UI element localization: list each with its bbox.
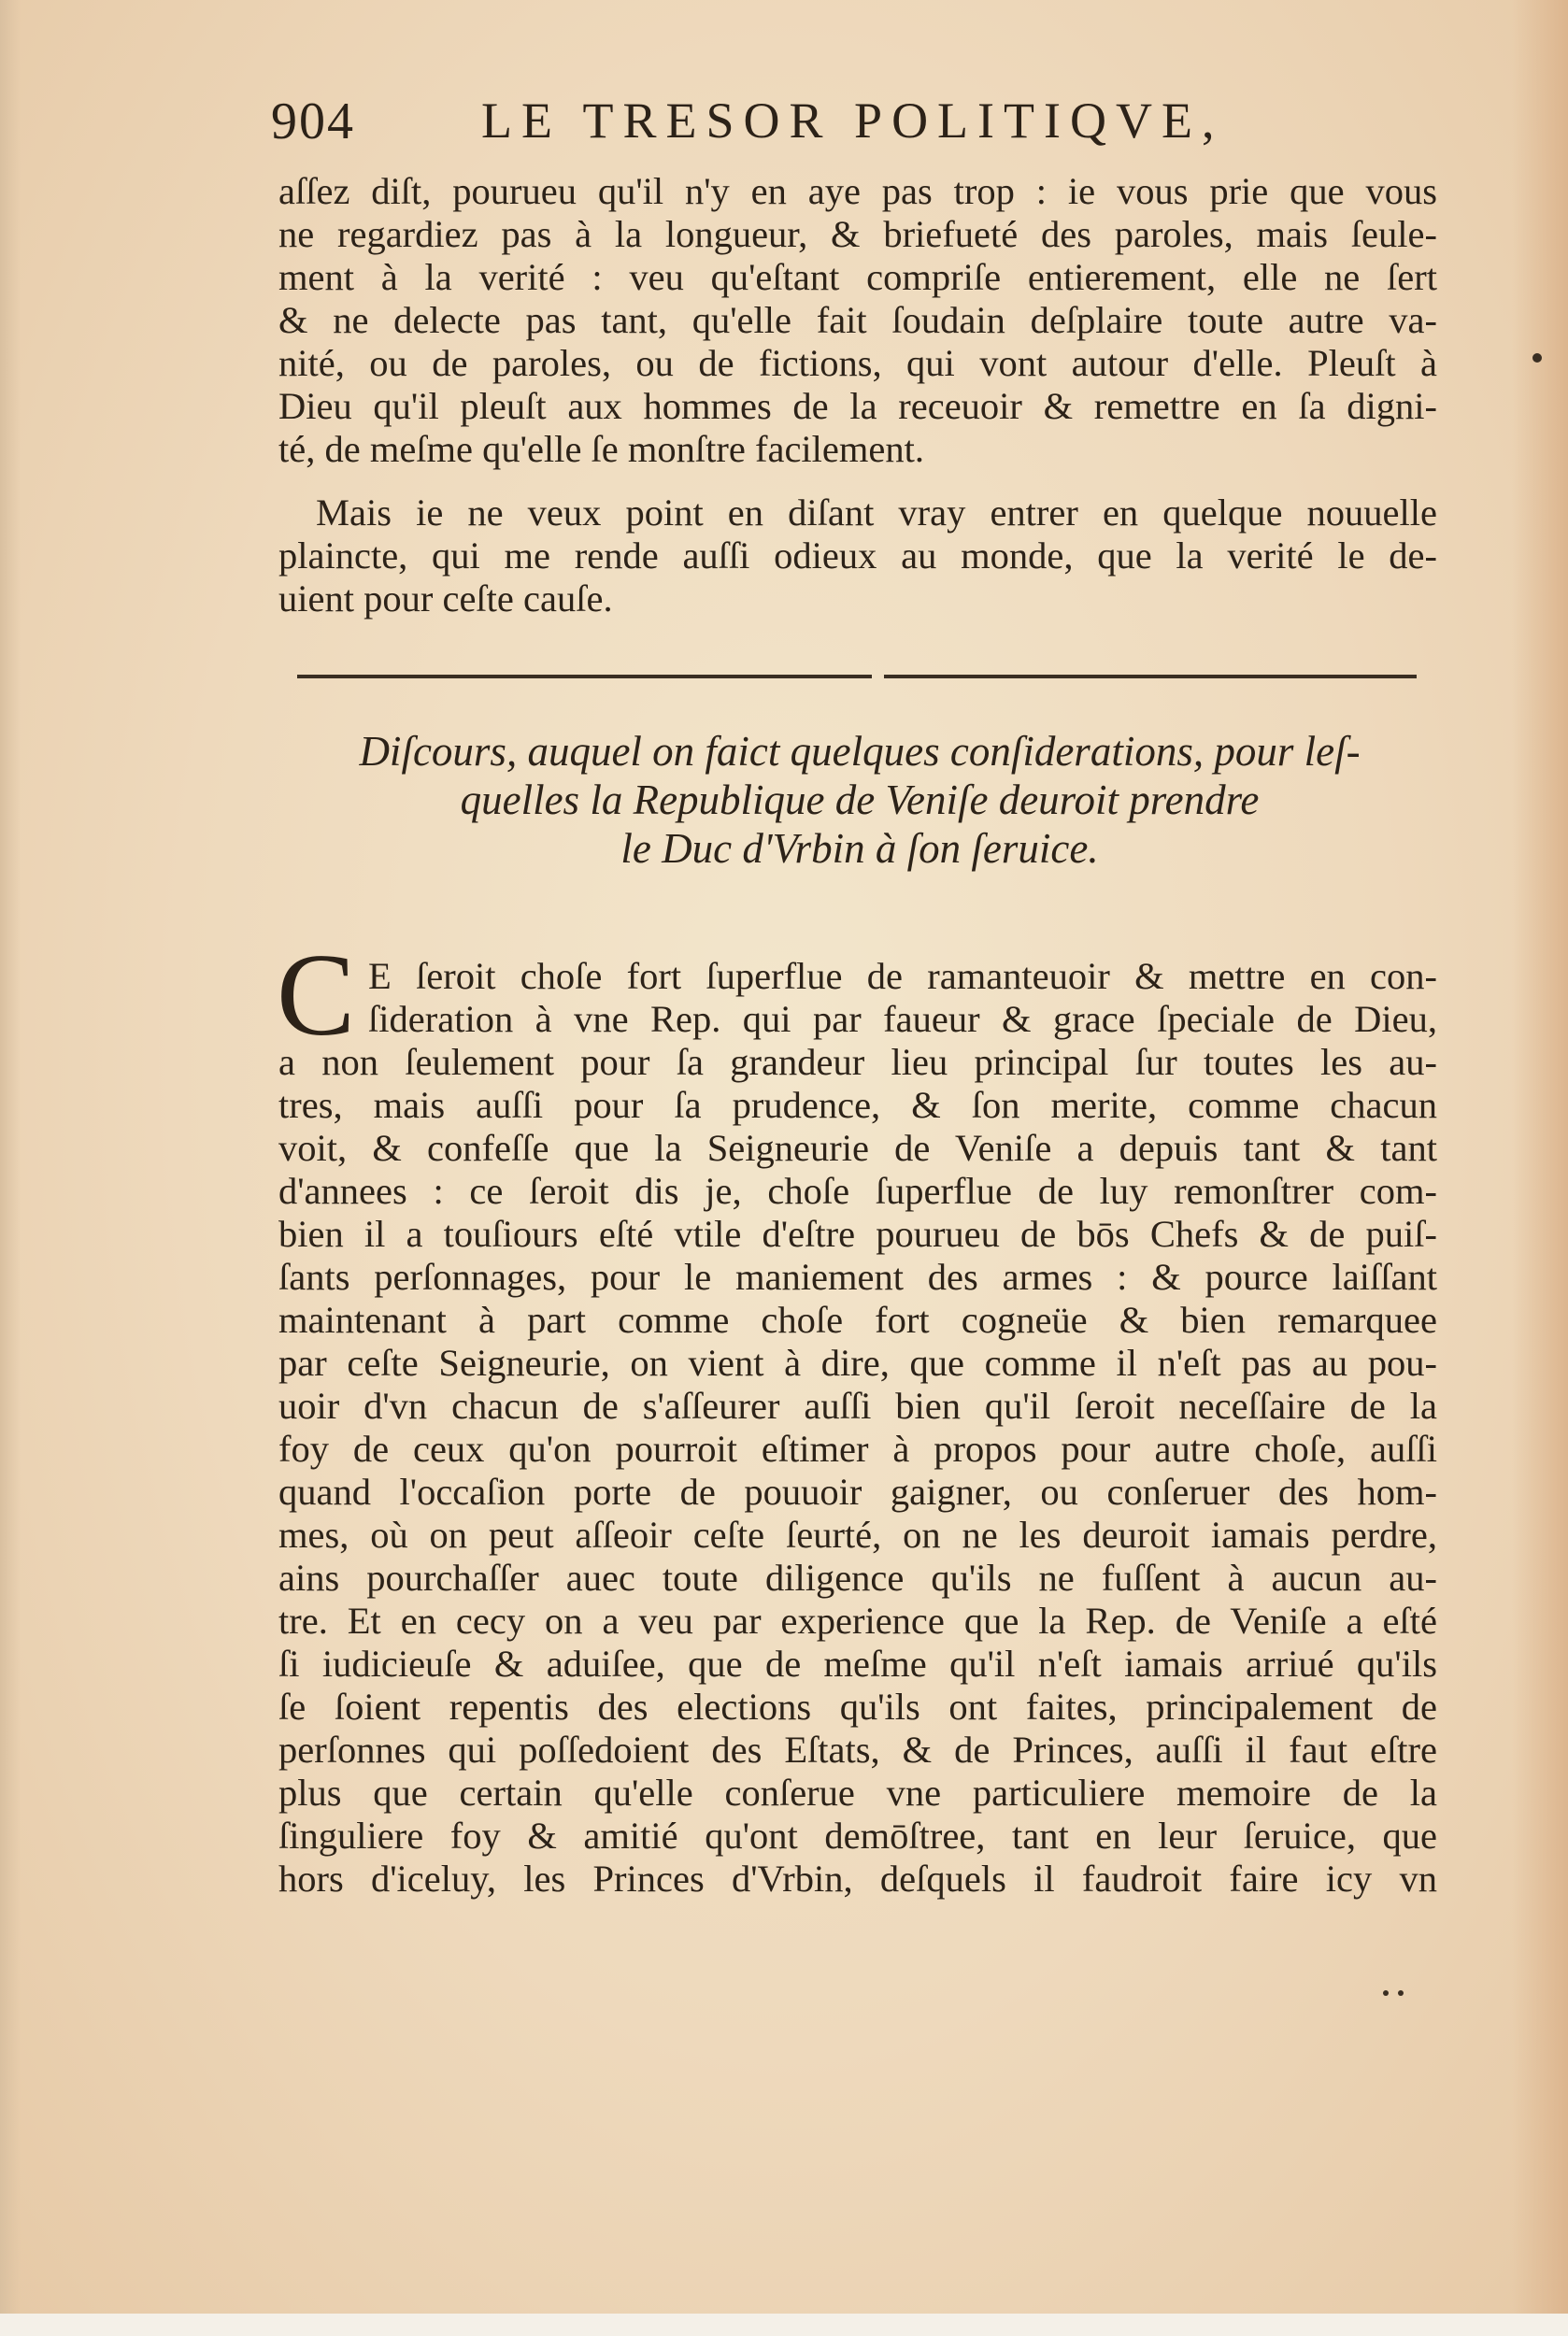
text-line: a non ſeulement pour ſa grandeur lieu principal ſur toutes les au- (278, 1041, 1437, 1083)
text-line: plus que certain qu'elle conſerue vne particuliere memoire de la (278, 1772, 1437, 1814)
page-right-edge-shadow (1512, 0, 1568, 2336)
text-line: té, de meſme qu'elle ſe monſtre facilement. (278, 428, 925, 470)
text-line: uoir d'vn chacun de s'aſſeurer auſſi bien qu'il ſeroit neceſſaire de la (278, 1385, 1437, 1427)
text-line: d'annees : ce ſeroit dis je, choſe ſuperflue de luy remonſtrer com- (278, 1170, 1437, 1212)
text-line: ſants perſonnages, pour le maniement des armes : & pource laiſſant (278, 1256, 1437, 1298)
section-title-line: le Duc d'Vrbin à ſon ſeruice. (620, 825, 1099, 872)
text-line: foy de ceux qu'on pourroit eſtimer à propos pour autre choſe, auſſi (278, 1428, 1437, 1470)
text-line: plaincte, qui me rende auſſi odieux au monde, que la verité le de- (278, 534, 1437, 577)
page-number: 904 (271, 93, 355, 150)
section-title (280, 727, 1439, 873)
body-paragraph (278, 955, 1437, 1901)
text-line: mes, où on peut aſſeoir ceſte ſeurté, on ne les deuroit iamais perdre, (278, 1514, 1437, 1556)
ink-spot (1383, 1990, 1389, 1996)
text-line: ſideration à vne Rep. qui par faueur & grace ſpeciale de Dieu, (368, 998, 1437, 1040)
text-line: maintenant à part comme choſe fort cogneüe & bien remarquee (278, 1299, 1437, 1341)
text-line: perſonnes qui poſſedoient des Eſtats, & de Princes, auſſi il faut eſtre (278, 1729, 1437, 1771)
section-divider-right (884, 675, 1417, 678)
text-line: tres, mais auſſi pour ſa prudence, & ſon merite, comme chacun (278, 1084, 1437, 1126)
page-left-edge-shadow (0, 0, 21, 2336)
text-line: nité, ou de paroles, ou de fictions, qui vont autour d'elle. Pleuſt à (278, 342, 1437, 384)
running-head (271, 92, 1318, 157)
text-line: ne regardiez pas à la longueur, & briefueté des paroles, mais ſeule- (278, 213, 1437, 255)
top-paragraph (278, 170, 1437, 471)
section-title-line: quelles la Republique de Veniſe deuroit prendre (460, 776, 1260, 823)
text-line: E ſeroit choſe fort ſuperflue de ramanteuoir & mettre en con- (368, 955, 1437, 997)
text-line: & ne delecte pas tant, qu'elle fait ſoudain deſplaire toute autre va- (278, 299, 1437, 341)
drop-cap: C (277, 931, 356, 1061)
text-line: par ceſte Seigneurie, on vient à dire, que comme il n'eſt pas au pou- (278, 1342, 1437, 1384)
text-line: ains pourchaſſer auec toute diligence qu'ils ne fuſſent à aucun au- (278, 1557, 1437, 1599)
text-line: ſe ſoient repentis des elections qu'ils ont faites, principalement de (278, 1686, 1437, 1728)
text-line: uient pour ceſte cauſe. (278, 577, 613, 620)
section-title-line: Diſcours, auquel on faict quelques conſiderations, pour leſ- (359, 728, 1361, 775)
text-line: ſinguliere foy & amitié qu'ont demōſtree, tant en leur ſeruice, que (278, 1815, 1437, 1857)
page-bottom-margin (0, 2314, 1568, 2336)
text-line: aſſez diſt, pourueu qu'il n'y en aye pas trop : ie vous prie que vous (278, 170, 1437, 212)
text-line: ſi iudicieuſe & aduiſee, que de meſme qu'il n'eſt iamais arriué qu'ils (278, 1643, 1437, 1685)
text-line: hors d'iceluy, les Princes d'Vrbin, deſquels il faudroit faire icy vn (278, 1858, 1437, 1900)
text-line: ment à la verité : veu qu'eſtant compriſe entierement, elle ne ſert (278, 256, 1437, 298)
text-line: Dieu qu'il pleuſt aux hommes de la receuoir & remettre en ſa digni- (278, 385, 1437, 427)
second-paragraph (278, 491, 1437, 620)
ink-spot (1532, 353, 1542, 363)
section-divider-left (297, 675, 872, 678)
text-line: voit, & confeſſe que la Seigneurie de Veniſe a depuis tant & tant (278, 1127, 1437, 1169)
text-line: bien il a touſiours eſté vtile d'eſtre pourueu de bōs Chefs & de puiſ- (278, 1213, 1437, 1255)
text-line: Mais ie ne veux point en diſant vray entrer en quelque nouuelle (316, 491, 1437, 534)
running-title: LE TRESOR POLITIQVE, (481, 93, 1224, 149)
text-line: tre. Et en cecy on a veu par experience que la Rep. de Veniſe a eſté (278, 1600, 1437, 1642)
ink-spot (1398, 1990, 1404, 1996)
text-line: quand l'occaſion porte de pouuoir gaigner, ou conſeruer des hom- (278, 1471, 1437, 1513)
